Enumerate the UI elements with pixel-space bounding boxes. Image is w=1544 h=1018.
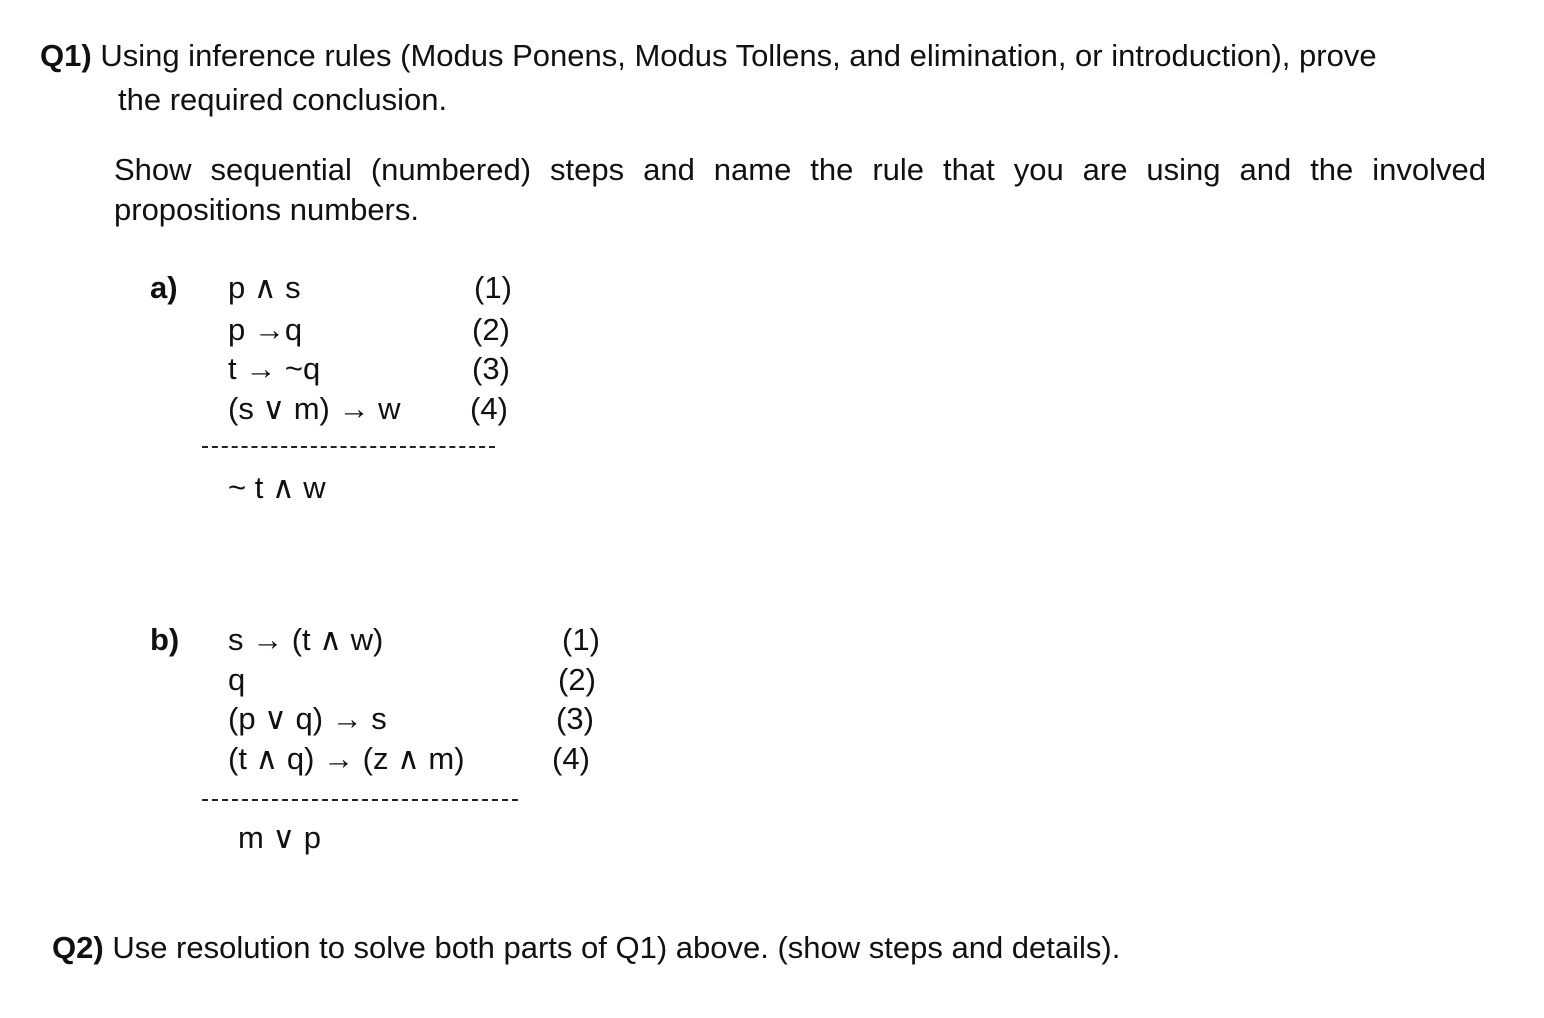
q1-label: Q1) [40, 38, 92, 73]
q1-text: Using inference rules (Modus Ponens, Modus Tollens, and elimination, or introduction), prove [100, 38, 1377, 73]
part-b-number-2: (2) [558, 662, 596, 697]
part-a-number-1: (1) [474, 270, 512, 305]
instructions-line-1: Show sequential (numbered) steps and name the rule that you are using and the involved [114, 152, 1486, 187]
part-a-divider [202, 446, 495, 448]
part-a-number-2: (2) [472, 312, 510, 347]
part-b-label: b) [150, 622, 180, 657]
part-b-number-4: (4) [552, 741, 590, 776]
part-a-label: a) [150, 270, 178, 305]
part-a-premise-2: p →q [228, 312, 303, 347]
part-b-number-3: (3) [556, 701, 594, 736]
q1-line-1 [40, 34, 1377, 78]
instructions-line-2: propositions numbers. [114, 192, 419, 227]
part-b-premise-2: q [228, 662, 246, 697]
q2-text: Use resolution to solve both parts of Q1) above. (show steps and details). [112, 930, 1121, 965]
part-a-conclusion: ~ t ∧ w [228, 470, 326, 505]
part-a-number-4: (4) [470, 391, 508, 426]
part-a-number-3: (3) [472, 351, 510, 386]
q2-line [52, 926, 1120, 970]
part-b-divider [202, 799, 518, 801]
part-b-premise-4: (t ∧ q) → (z ∧ m) [228, 741, 465, 776]
part-b-premise-3: (p ∨ q) → s [228, 701, 387, 736]
part-a-premise-4: (s ∨ m) → w [228, 391, 401, 426]
q1-line-2: the required conclusion. [118, 82, 448, 117]
part-b-conclusion: m ∨ p [238, 820, 321, 855]
q2-label: Q2) [52, 930, 104, 965]
part-a-premise-1: p ∧ s [228, 270, 301, 305]
part-a-premise-3: t → ~q [228, 351, 321, 386]
part-b-number-1: (1) [562, 622, 600, 657]
part-b-premise-1: s → (t ∧ w) [228, 622, 384, 657]
